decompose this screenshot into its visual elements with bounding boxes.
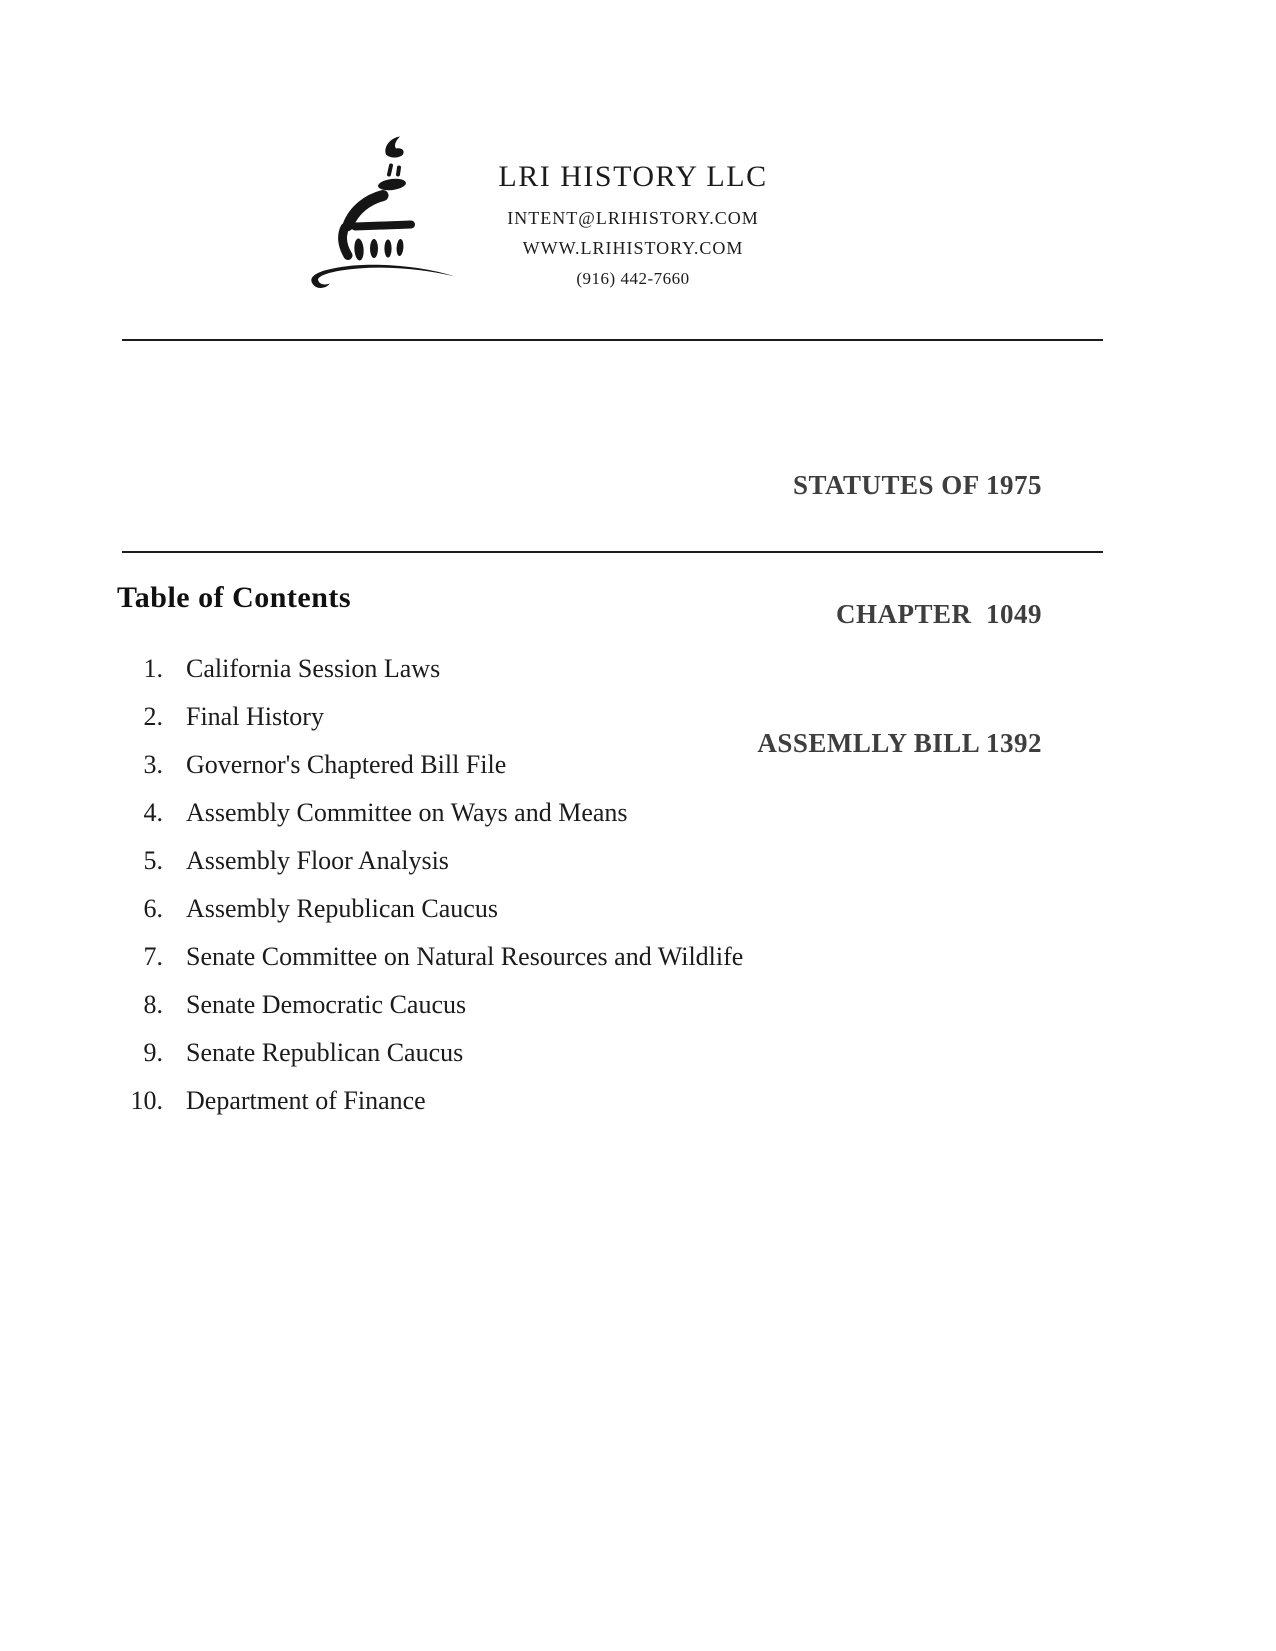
toc-item-number: 7. xyxy=(143,942,163,971)
toc-item-label: Assembly Republican Caucus xyxy=(186,894,498,923)
toc-item xyxy=(117,893,743,924)
logo-column xyxy=(384,240,391,258)
divider-top xyxy=(122,339,1103,341)
toc-item-number: 10. xyxy=(130,1086,163,1115)
toc-item-label: Final History xyxy=(186,702,324,731)
toc-item xyxy=(117,941,743,972)
chapter-line: CHAPTER 1049 xyxy=(835,599,1042,629)
toc-item-label: Senate Republican Caucus xyxy=(186,1038,464,1067)
logo-left-edge xyxy=(343,228,348,256)
toc-item xyxy=(117,845,743,876)
toc-item-number: 3. xyxy=(143,750,163,779)
toc-item xyxy=(117,701,743,732)
letterhead xyxy=(468,160,798,289)
toc-item-label: Governor's Chaptered Bill File xyxy=(186,750,507,779)
logo-dome-curve xyxy=(348,196,383,226)
toc-item-label: Senate Committee on Natural Resources and Wildlife xyxy=(186,942,744,971)
logo-column xyxy=(396,239,404,256)
company-name: LRI HISTORY LLC xyxy=(498,160,768,193)
toc-item-number: 1. xyxy=(143,654,163,683)
toc-heading: Table of Contents xyxy=(117,581,352,614)
logo-lantern xyxy=(377,177,406,191)
toc-item-number: 9. xyxy=(143,1038,163,1067)
bill-line: ASSEMLLY BILL 1392 xyxy=(757,728,1042,758)
toc-item xyxy=(117,1037,743,1068)
capitol-dome-logo-icon xyxy=(293,125,465,293)
company-website: WWW.LRIHISTORY.COM xyxy=(522,238,744,258)
toc-item-number: 4. xyxy=(143,798,163,827)
toc-item-number: 5. xyxy=(143,846,163,875)
toc-item-label: California Session Laws xyxy=(186,654,441,683)
toc-item xyxy=(117,797,743,828)
toc-item-number: 6. xyxy=(143,894,163,923)
toc-item xyxy=(117,1085,743,1116)
logo-base-swoosh xyxy=(311,265,455,288)
toc-item-number: 2. xyxy=(143,702,163,731)
toc-item-label: Assembly Committee on Ways and Means xyxy=(186,798,628,827)
toc-list xyxy=(117,653,743,1133)
toc-item-label: Senate Democratic Caucus xyxy=(186,990,467,1019)
divider-bottom xyxy=(122,551,1103,553)
logo-ticks xyxy=(389,166,399,175)
toc-item xyxy=(117,749,743,780)
toc-item xyxy=(117,653,743,684)
toc-item-number: 8. xyxy=(143,990,163,1019)
toc-item xyxy=(117,989,743,1020)
logo-column xyxy=(370,239,378,258)
logo-column xyxy=(354,238,365,261)
statutes-line: STATUTES OF 1975 xyxy=(792,470,1042,500)
company-phone: (916) 442-7660 xyxy=(576,269,690,288)
toc-item-label: Assembly Floor Analysis xyxy=(186,846,449,875)
company-email: INTENT@LRIHISTORY.COM xyxy=(507,208,759,228)
toc-item-label: Department of Finance xyxy=(186,1086,426,1115)
bill-reference xyxy=(757,378,1042,851)
logo-flag xyxy=(385,137,403,158)
logo-base-bar xyxy=(355,225,411,227)
